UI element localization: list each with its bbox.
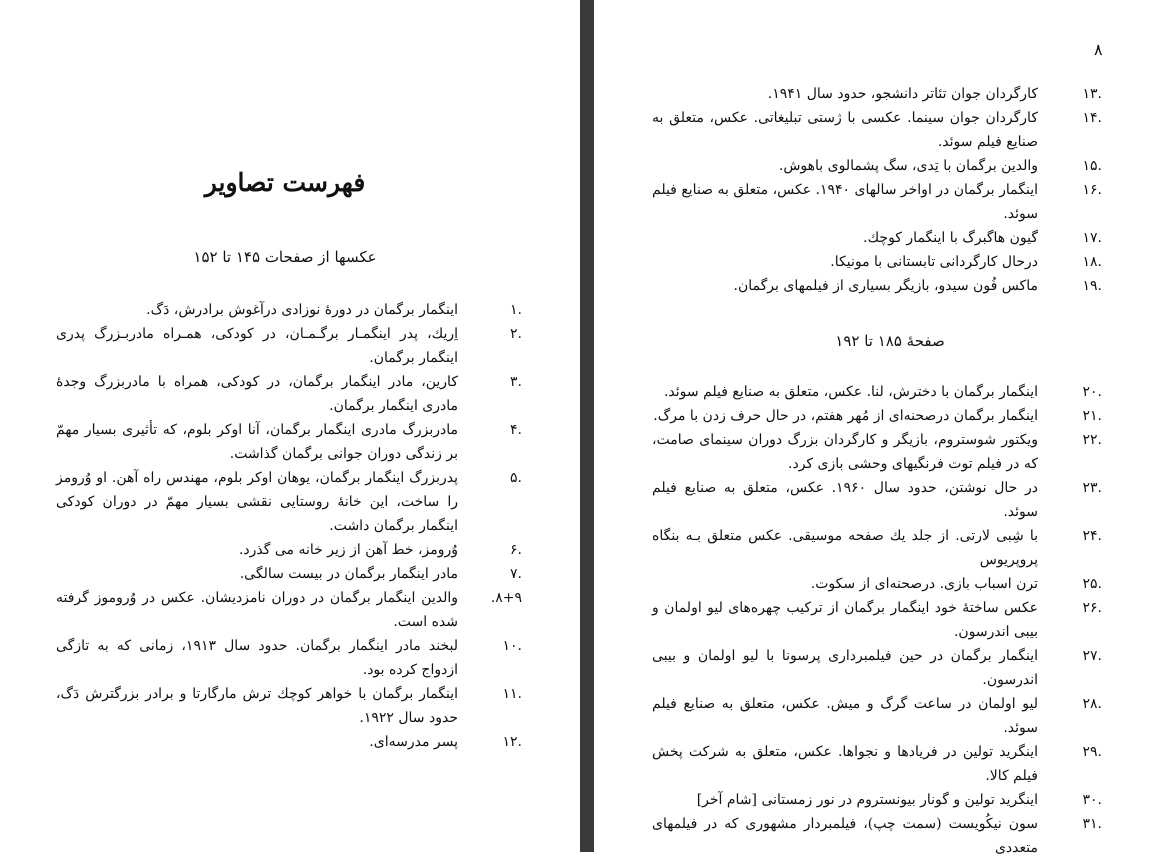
list-item <box>652 788 1102 812</box>
list-item <box>652 740 1102 788</box>
entry-caption: گیون هاگبرگ با اینگمار کوچك. <box>863 230 1038 246</box>
list-item <box>652 154 1102 178</box>
entry-caption: پسر مدرسه‌ای. <box>369 734 458 750</box>
entry-caption: مادر اینگمار برگمان در بیست سالگی. <box>239 566 458 582</box>
list-item <box>652 476 1102 524</box>
entry-number: .۲۰ <box>1082 384 1102 400</box>
right-entries-list-bottom <box>652 380 1102 860</box>
right-entries-list-top <box>652 82 1102 298</box>
list-item <box>652 178 1102 226</box>
list-item <box>56 418 522 466</box>
entry-caption: سون نیکُویست (سمت چپ)، فیلمبردار مشهوری که در فیلمهای متعددی <box>652 816 1038 856</box>
book-spine <box>580 0 594 852</box>
entry-caption: والدین برگمان با تِدی، سگ پشمالوی باهوش. <box>778 158 1038 174</box>
entry-caption: اینگمار برگمان درصحنه‌ای از مُهر هفتم، در حال حرف زدن با مرگ. <box>653 408 1038 424</box>
entry-number: .۱۱ <box>502 686 522 702</box>
entry-caption: لبخند مادر اینگمار برگمان. حدود سال ۱۹۱۳، زمانی که به تازگی ازدواج کرده بود. <box>56 638 458 678</box>
entry-number: .۲۲ <box>1082 432 1102 448</box>
entry-caption: اِریك، پدر اینگمـار برگـمـان، در كودكی، همـراه مادربـزرگ پدری اینگمار برگمان. <box>56 326 458 366</box>
entry-caption: با شِبی لارتی. از جلد یك صفحه موسیقی. عکس متعلق بـه بنگاه پروپریوس <box>652 528 1038 568</box>
list-item <box>56 682 522 730</box>
entry-caption: ترن اسباب بازی. درصحنه‌ای از سکوت. <box>810 576 1038 592</box>
list-item <box>652 226 1102 250</box>
entry-caption: مادربزرگ مادری اینگمار برگمان، آنا اوکر بلوم، که تأثیری بسیار مهمّ بر زندگی دوران جوانی برگمان گذاشت. <box>56 422 458 462</box>
entry-caption: اینگرید تولین در فریادها و نجواها. عکس، متعلق به شرکت پخش فیلم کالا. <box>652 744 1038 784</box>
list-item <box>652 644 1102 692</box>
list-item <box>652 428 1102 476</box>
entry-number: .۱۹ <box>1082 278 1102 294</box>
entry-number: .۱۴ <box>1082 110 1102 126</box>
right-section-title: صفحهٔ ۱۸۵ تا ۱۹۲ <box>835 332 945 350</box>
entry-number: .۱۲ <box>502 734 522 750</box>
entry-number: .۶ <box>510 542 522 558</box>
list-item <box>56 466 522 538</box>
entry-number: .۱۸ <box>1082 254 1102 270</box>
left-entries-list <box>56 298 522 754</box>
list-item <box>652 692 1102 740</box>
page-title: فهرست تصاویر <box>204 168 366 197</box>
entry-caption: ماکس فُون سیدو، بازیگر بسیاری از فیلمهای برگمان. <box>733 278 1038 294</box>
entry-caption: والدین اینگمار برگمان در دوران نامزدیشان. عکس در وُروموز گرفته شده است. <box>56 590 458 630</box>
list-item <box>652 274 1102 298</box>
entry-caption: اینگمار برگمان در حین فیلمبرداری پرسونا با لیو اولمان و بیبی اندرسون. <box>652 648 1038 688</box>
entry-number: .۱ <box>510 302 522 318</box>
list-item <box>652 106 1102 154</box>
entry-number: .۳۰ <box>1082 792 1102 808</box>
list-item <box>56 586 522 634</box>
list-item <box>652 524 1102 572</box>
entry-number: ۸+۹. <box>490 590 522 606</box>
entry-number: .۲ <box>510 326 522 342</box>
list-item <box>56 562 522 586</box>
entry-caption: وُرومز، خط آهن از زیر خانه می گذرد. <box>238 542 458 558</box>
entry-caption: ویکتور شوستروم، بازیگر و کارگردان بزرگ دوران سینمای صامت، که در فیلم توت فرنگیهای وحشی بازی کرد. <box>652 432 1038 472</box>
entry-number: .۲۹ <box>1082 744 1102 760</box>
entry-number: .۲۴ <box>1082 528 1102 544</box>
page-number: ۸ <box>1094 40 1103 59</box>
entry-number: .۴ <box>510 422 522 438</box>
list-item <box>652 404 1102 428</box>
entry-caption: پدربزرگ اینگمار برگمان، یوهان اوکر بلوم، مهندس راه آهن. او وُرومز را ساخت، این خانهٔ روستایی نقشی بسیار مهمّ در دوران کودکی اینگمار برگمان داشت. <box>56 470 458 534</box>
entry-number: .۲۶ <box>1082 600 1102 616</box>
entry-caption: اینگمار برگمان با دخترش، لنا. عکس، متعلق به صنایع فیلم سوئد. <box>663 384 1038 400</box>
entry-number: .۳ <box>510 374 522 390</box>
entry-caption: اینگمار برگمان در دورهٔ نوزادی درآغوش برادرش، دَگ. <box>146 302 458 318</box>
entry-caption: کارگردان جوان تئاتر دانشجو، حدود سال ۱۹۴۱. <box>767 86 1038 102</box>
entry-number: .۲۳ <box>1082 480 1102 496</box>
entry-number: .۳۱ <box>1082 816 1102 832</box>
list-item <box>56 322 522 370</box>
entry-number: .۲۸ <box>1082 696 1102 712</box>
entry-number: .۵ <box>510 470 522 486</box>
list-item <box>652 380 1102 404</box>
entry-number: .۱۷ <box>1082 230 1102 246</box>
list-item <box>56 370 522 418</box>
entry-number: .۷ <box>510 566 522 582</box>
entry-number: .۲۵ <box>1082 576 1102 592</box>
list-item <box>56 730 522 754</box>
entry-number: .۱۵ <box>1082 158 1102 174</box>
entry-caption: کارین، مادر اینگمار برگمان، در کودکی، همراه با مادربزرگ وجدهٔ مادری اینگمار برگمان. <box>56 374 458 414</box>
entry-caption: اینگرید تولین و گونار بیونستروم در نور زمستانی [شام آخر] <box>696 792 1038 808</box>
list-item <box>56 538 522 562</box>
entry-caption: درحال کارگردانی تابستانی با مونیکا. <box>830 254 1038 270</box>
entry-caption: اینگمار برگمان در اواخر سالهای ۱۹۴۰. عکس، متعلق به صنایع فیلم سوئد. <box>652 182 1038 222</box>
entry-number: .۱۶ <box>1082 182 1102 198</box>
list-item <box>652 250 1102 274</box>
entry-caption: کارگردان جوان سینما. عکسی با ژستی تبلیغاتی. عکس، متعلق به صنایع فیلم سوئد. <box>652 110 1038 150</box>
list-item <box>56 634 522 682</box>
list-item <box>56 298 522 322</box>
list-item <box>652 572 1102 596</box>
entry-caption: لیو اولمان در ساعت گرگ و میش. عکس، متعلق به صنایع فیلم سوئد. <box>652 696 1038 736</box>
list-item <box>652 82 1102 106</box>
list-item <box>652 812 1102 860</box>
entry-caption: اینگمار برگمان با خواهر کوچك ترش مارگارتا و برادر بزرگترش دَگ، حدود سال ۱۹۲۲. <box>56 686 458 726</box>
list-item <box>652 596 1102 644</box>
entry-number: .۱۰ <box>502 638 522 654</box>
left-section-title: عکسها از صفحات ۱۴۵ تا ۱۵۲ <box>193 248 377 266</box>
entry-number: .۱۳ <box>1082 86 1102 102</box>
entry-caption: عکس ساختهٔ خود اینگمار برگمان از ترکیب چهره‌های لیو اولمان و بیبی اندرسون. <box>652 600 1038 640</box>
entry-caption: در حال نوشتن، حدود سال ۱۹۶۰. عکس، متعلق به صنایع فیلم سوئد. <box>652 480 1038 520</box>
entry-number: .۲۷ <box>1082 648 1102 664</box>
entry-number: .۲۱ <box>1082 408 1102 424</box>
